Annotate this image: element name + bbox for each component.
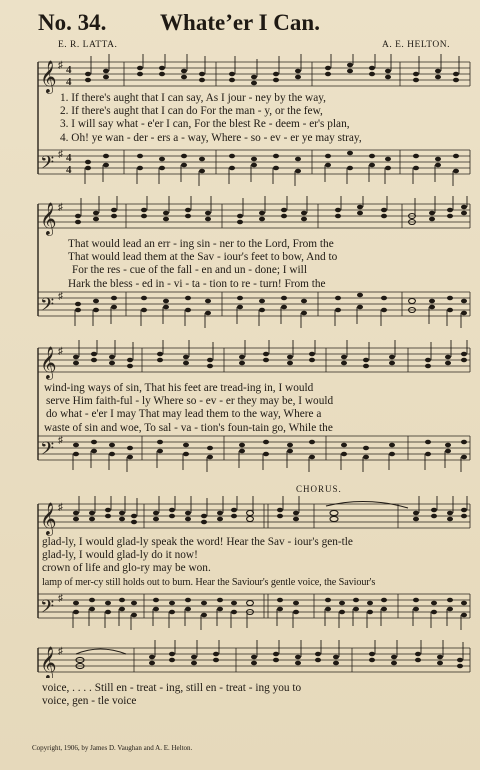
- lyric-line: For the res - cue of the fall - en and un - done; I will: [72, 264, 307, 277]
- copyright-notice: Copyright, 1906, by James D. Vaughan and A. E. Helton.: [32, 744, 193, 752]
- lyric-line: serve Him faith-ful - ly Where so - ev - er they may be, I would: [46, 395, 334, 408]
- svg-text:𝄢: 𝄢: [40, 294, 55, 319]
- svg-text:𝄢: 𝄢: [40, 152, 55, 177]
- svg-text:𝄞: 𝄞: [40, 648, 57, 678]
- lyric-line: glad-ly, I would glad-ly do it now!: [42, 549, 198, 562]
- lyric-line: do what - e'er I may That may lead them to the way, Where a: [46, 408, 322, 421]
- svg-text:♯: ♯: [58, 291, 63, 302]
- lyric-line: wind-ing ways of sin, That his feet are tread-ing in, I would: [44, 382, 314, 394]
- music-system-5: [36, 640, 472, 740]
- chorus-label: CHORUS.: [296, 484, 342, 494]
- lyrics-block-5: [36, 682, 472, 708]
- lyric-line: lamp of mer-cy still holds out to burn. Hear the Saviour's gentle voice, the Saviour's: [42, 576, 376, 588]
- svg-text:𝄞: 𝄞: [40, 204, 57, 235]
- svg-text:𝄞: 𝄞: [40, 60, 57, 93]
- lyric-line: That would lead an err - ing sin - ner to the Lord, From the: [68, 238, 334, 250]
- svg-text:♯: ♯: [58, 646, 63, 657]
- svg-text:♯: ♯: [58, 435, 63, 446]
- music-system-3: [36, 340, 472, 474]
- music-system-4: [36, 484, 472, 634]
- svg-text:4: 4: [66, 164, 72, 176]
- music-system-1: [36, 54, 472, 188]
- lyrics-block-1: [36, 92, 472, 145]
- hymn-title: Whate’er I Can.: [160, 10, 320, 35]
- svg-text:♯: ♯: [58, 202, 63, 213]
- svg-text:♯: ♯: [58, 60, 63, 71]
- svg-text:𝄢: 𝄢: [40, 438, 55, 463]
- staff-notation-5: [36, 640, 472, 678]
- lyric-line: glad-ly, I would glad-ly speak the word! Hear the Sav - iour's gen-tle: [42, 536, 353, 548]
- svg-text:𝄞: 𝄞: [40, 348, 57, 379]
- lyric-line: That would lead them at the Sav - iour's feet to bow, And to: [68, 251, 338, 264]
- lyric-line: waste of sin and woe, To sal - va - tion's foun-tain go, While the: [44, 421, 333, 434]
- lyric-line: 1. If there's aught that I can say, As I jour - ney by the way,: [60, 92, 326, 104]
- lyrics-block-3: [36, 382, 472, 435]
- svg-text:♯: ♯: [58, 593, 63, 604]
- svg-text:𝄢: 𝄢: [40, 596, 55, 621]
- svg-text:4: 4: [66, 152, 72, 164]
- lyric-line: 2. If there's aught that I can do For the man - y, or the few,: [60, 105, 323, 118]
- lyric-line: voice, . . . . Still en - treat - ing, still en - treat - ing you to: [42, 682, 302, 694]
- svg-text:4: 4: [66, 76, 72, 88]
- lyrics-block-2: [36, 238, 472, 291]
- svg-text:♯: ♯: [58, 346, 63, 357]
- lyrics-block-4: [36, 536, 472, 589]
- svg-text:4: 4: [66, 64, 72, 76]
- lyricist-credit: E. R. LATTA.: [58, 40, 118, 50]
- lyric-line: 4. Oh! ye wan - der - ers a - way, Where - so - ev - er ye may stray,: [60, 131, 362, 144]
- lyric-line: crown of life and glo-ry may be won.: [42, 562, 211, 575]
- svg-text:𝄞: 𝄞: [40, 504, 57, 535]
- music-system-2: [36, 196, 472, 330]
- composer-credit: A. E. HELTON.: [382, 40, 450, 50]
- hymn-number: No. 34.: [38, 10, 107, 35]
- svg-text:♯: ♯: [58, 502, 63, 513]
- lyric-line: Hark the bless - ed in - vi - ta - tion to re - turn! From the: [68, 277, 326, 290]
- lyric-line: voice, gen - tle voice: [42, 695, 137, 708]
- svg-text:♯: ♯: [58, 149, 63, 160]
- lyric-line: 3. I will say what - e'er I can, For the blest Re - deem - er's plan,: [60, 118, 350, 131]
